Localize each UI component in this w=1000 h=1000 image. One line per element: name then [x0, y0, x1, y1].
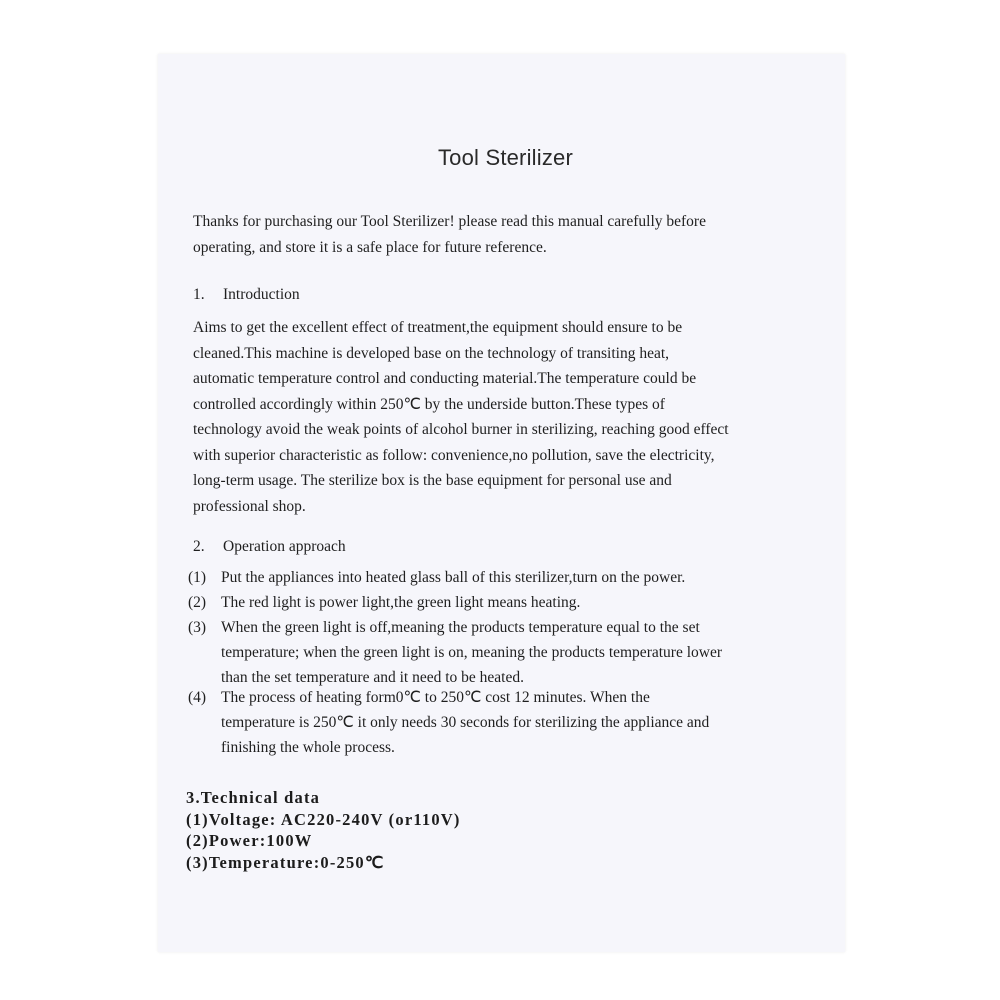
- tech-item-power: (2)Power:100W: [186, 831, 313, 850]
- paragraph-line: cleaned.This machine is developed base on the technology of transiting heat,: [193, 344, 670, 362]
- step-line: finishing the whole process.: [221, 739, 395, 756]
- manual-sheet: [158, 54, 845, 952]
- paragraph-line: technology avoid the weak points of alcohol burner in sterilizing, reaching good effect: [193, 421, 729, 438]
- section-2-heading: [193, 534, 346, 560]
- section-1-title: Introduction: [223, 286, 300, 303]
- section-1-number: 1.: [193, 286, 205, 303]
- paragraph-line: long-term usage. The sterilize box is the base equipment for personal use and: [193, 472, 672, 489]
- paragraph-line: automatic temperature control and conducting material.The temperature could be: [193, 370, 697, 387]
- step-line: temperature; when the green light is on, meaning the products temperature lower: [221, 644, 722, 661]
- step-line: than the set temperature and it need to be heated.: [221, 669, 524, 686]
- step-2: [188, 590, 580, 615]
- section-1-heading: [193, 282, 300, 308]
- section-2-title: Operation approach: [223, 538, 346, 555]
- step-1: [188, 565, 685, 590]
- step-3: [188, 615, 722, 690]
- section-3-heading: 3.Technical data: [186, 788, 321, 807]
- paragraph-line: professional shop.: [193, 497, 306, 515]
- tech-item-voltage: (1)Voltage: AC220-240V (or110V): [186, 809, 461, 829]
- step-number: (1): [188, 569, 207, 586]
- introduction-paragraph: [193, 315, 729, 519]
- step-number: (2): [188, 594, 207, 611]
- paragraph-line: Aims to get the excellent effect of treatment,the equipment should ensure to be: [193, 319, 683, 336]
- step-number: (4): [188, 689, 207, 706]
- document-title: Tool Sterilizer: [437, 145, 574, 170]
- step-line: Put the appliances into heated glass ball of this sterilizer,turn on the power.: [221, 569, 686, 586]
- step-4: [188, 685, 709, 760]
- step-line: temperature is 250℃ it only needs 30 seconds for sterilizing the appliance and: [221, 714, 710, 731]
- step-number: (3): [188, 619, 207, 636]
- tech-item-temperature: (3)Temperature:0-250℃: [186, 852, 385, 872]
- intro-line: Thanks for purchasing our Tool Sterilizer! please read this manual carefully before: [193, 213, 706, 230]
- section-2-number: 2.: [193, 538, 205, 555]
- paragraph-line: controlled accordingly within 250℃ by the underside button.These types of: [193, 395, 665, 413]
- technical-data-section: [186, 787, 461, 873]
- paragraph-line: with superior characteristic as follow: convenience,no pollution, save the electricity,: [193, 446, 715, 464]
- step-line: The process of heating form0℃ to 250℃ cost 12 minutes. When the: [221, 689, 650, 706]
- step-line: When the green light is off,meaning the products temperature equal to the set: [221, 619, 700, 636]
- step-line: The red light is power light,the green light means heating.: [221, 594, 581, 611]
- intro-paragraph: [193, 209, 706, 260]
- intro-line: operating, and store it is a safe place for future reference.: [193, 238, 547, 256]
